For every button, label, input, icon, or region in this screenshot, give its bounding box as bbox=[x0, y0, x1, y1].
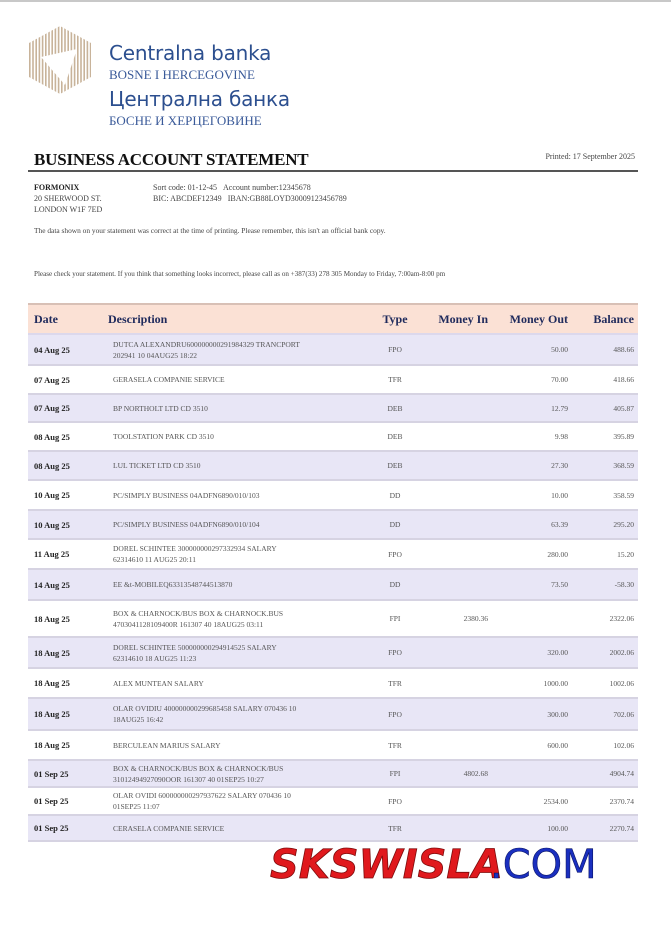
description-line-1: TOOLSTATION PARK CD 3510 bbox=[113, 432, 214, 441]
row-description bbox=[108, 740, 368, 751]
row-date: 01 Sep 25 bbox=[34, 768, 69, 779]
data-notice: The data shown on your statement was correct at the time of printing. Please remember, this isn't an official bank copy. bbox=[34, 226, 386, 235]
table-row bbox=[28, 511, 638, 540]
row-balance: 2370.74 bbox=[609, 796, 634, 806]
row-type: TFR bbox=[388, 740, 402, 750]
col-type: Type bbox=[382, 311, 408, 326]
row-type: FPO bbox=[388, 709, 402, 719]
row-description bbox=[108, 678, 368, 689]
row-money-out: 320.00 bbox=[547, 648, 568, 657]
row-description bbox=[108, 490, 368, 501]
row-balance: 395.89 bbox=[613, 432, 634, 441]
row-date: 18 Aug 25 bbox=[34, 613, 70, 624]
row-type: DD bbox=[389, 580, 401, 589]
col-description: Description bbox=[108, 311, 168, 326]
table-row bbox=[28, 570, 638, 601]
col-money-in: Money In bbox=[438, 311, 488, 326]
row-date: 18 Aug 25 bbox=[34, 709, 70, 719]
row-type: FPO bbox=[388, 549, 402, 559]
row-type: FPI bbox=[389, 614, 401, 623]
bank-name-cyrillic: Централна банка bbox=[109, 87, 290, 111]
description-line-1: BERCULEAN MARIUS SALARY bbox=[113, 740, 221, 750]
col-money-out: Money Out bbox=[509, 311, 568, 326]
row-date: 07 Aug 25 bbox=[34, 403, 70, 413]
row-money-out: 280.00 bbox=[547, 549, 568, 559]
row-money-out: 100.00 bbox=[547, 823, 568, 833]
row-money-out: 10.00 bbox=[551, 490, 568, 500]
row-type: FPO bbox=[388, 648, 402, 657]
row-date: 01 Sep 25 bbox=[34, 796, 69, 806]
row-description bbox=[108, 519, 368, 530]
description-line-1: EE &t-MOBILEQ63313548744513870 bbox=[113, 580, 233, 589]
row-type: DEB bbox=[387, 432, 403, 441]
row-type: TFR bbox=[388, 823, 402, 833]
table-row bbox=[28, 638, 638, 669]
table-row bbox=[28, 423, 638, 452]
account-details bbox=[153, 182, 353, 204]
row-balance: -58.30 bbox=[614, 580, 634, 589]
top-border bbox=[0, 0, 671, 2]
row-money-out: 2534.00 bbox=[543, 796, 568, 806]
sort-code: Sort code: 01-12-45 bbox=[153, 183, 217, 192]
row-balance: 488.66 bbox=[613, 345, 634, 354]
table-body bbox=[28, 335, 638, 842]
row-description bbox=[108, 374, 368, 385]
row-type: DD bbox=[389, 490, 401, 500]
bank-subtitle-cyrillic: БОСНЕ И ХЕРЦЕГОВИНЕ bbox=[109, 113, 262, 128]
row-balance: 2002.06 bbox=[609, 648, 634, 657]
description-line-2: 202941 10 04AUG25 18:22 bbox=[113, 350, 197, 360]
watermark-text-red: SKSWISLA bbox=[270, 842, 503, 888]
row-balance: 2322.06 bbox=[609, 614, 634, 623]
row-date: 01 Sep 25 bbox=[34, 823, 69, 833]
description-line-1: BOX & CHARNOCK/BUS BOX & CHARNOCK.BUS bbox=[113, 608, 284, 618]
row-description bbox=[108, 431, 368, 442]
description-line-1: ALEX MUNTEAN SALARY bbox=[113, 678, 204, 688]
row-date: 18 Aug 25 bbox=[34, 647, 70, 658]
description-line-1: PC/SIMPLY BUSINESS 04ADFN6890/010/104 bbox=[113, 520, 260, 529]
description-line-1: DOREL SCHINTEE 500000000294914525 SALARY bbox=[113, 642, 277, 652]
row-description bbox=[108, 703, 368, 725]
row-balance: 418.66 bbox=[613, 375, 634, 384]
col-balance: Balance bbox=[593, 311, 634, 326]
row-type: FPO bbox=[388, 345, 402, 354]
table-row bbox=[28, 699, 638, 731]
row-type: DEB bbox=[387, 461, 403, 470]
row-money-out: 12.79 bbox=[551, 403, 568, 413]
customer-address bbox=[34, 182, 102, 215]
row-money-in: 2380.36 bbox=[463, 614, 488, 623]
table-row bbox=[28, 731, 638, 761]
description-line-1: BOX & CHARNOCK/BUS BOX & CHARNOCK/BUS bbox=[113, 763, 284, 773]
row-date: 04 Aug 25 bbox=[34, 344, 70, 355]
row-description bbox=[108, 763, 368, 785]
row-money-out: 9.98 bbox=[554, 432, 568, 441]
row-type: DEB bbox=[387, 403, 403, 413]
description-line-2: 01SEP25 11:07 bbox=[113, 802, 160, 811]
row-description bbox=[108, 403, 368, 414]
bank-name-latin: Centralna banka bbox=[109, 41, 272, 65]
row-type: FPO bbox=[388, 796, 402, 806]
description-line-1: DOREL SCHINTEE 300000000297332934 SALARY bbox=[113, 544, 277, 553]
description-line-2: 62314610 18 AUG25 11:23 bbox=[113, 653, 197, 663]
bank-subtitle-latin: BOSNE I HERCEGOVINE bbox=[109, 67, 255, 82]
row-balance: 295.20 bbox=[613, 520, 634, 529]
row-balance: 702.06 bbox=[613, 709, 634, 719]
row-date: 07 Aug 25 bbox=[34, 374, 70, 385]
row-balance: 405.87 bbox=[613, 403, 634, 413]
description-line-1: BP NORTHOLT LTD CD 3510 bbox=[113, 403, 208, 413]
row-description bbox=[108, 790, 368, 812]
row-type: TFR bbox=[388, 375, 402, 384]
description-line-1: CERASELA COMPANIE SERVICE bbox=[113, 823, 225, 833]
check-notice: Please check your statement. If you think that something looks incorrect, please call as on +387(33) 278 305 Monday to Friday, 7:00am-8:00 pm bbox=[34, 270, 446, 278]
row-date: 11 Aug 25 bbox=[34, 549, 70, 559]
description-line-1: LUL TICKET LTD CD 3510 bbox=[113, 461, 201, 470]
col-date: Date bbox=[34, 311, 58, 326]
row-date: 18 Aug 25 bbox=[34, 740, 70, 750]
description-line-2: 62314610 11 AUG25 20:11 bbox=[113, 555, 196, 564]
row-money-out: 50.00 bbox=[551, 345, 568, 354]
address-line-2: LONDON W1F 7ED bbox=[34, 205, 103, 214]
table-row bbox=[28, 761, 638, 788]
description-line-1: PC/SIMPLY BUSINESS 04ADFN6890/010/103 bbox=[113, 490, 260, 500]
row-money-out: 1000.00 bbox=[543, 678, 568, 688]
description-line-2: 4703041128109400R 161307 40 18AUG25 03:11 bbox=[113, 619, 264, 629]
row-balance: 15.20 bbox=[617, 549, 634, 559]
row-description bbox=[108, 543, 368, 565]
table-row bbox=[28, 669, 638, 699]
row-description bbox=[108, 642, 368, 664]
description-line-2: 18AUG25 16:42 bbox=[113, 715, 164, 724]
row-description bbox=[108, 339, 368, 361]
row-date: 08 Aug 25 bbox=[34, 460, 70, 471]
address-line-1: 20 SHERWOOD ST. bbox=[34, 194, 102, 203]
table-header bbox=[28, 303, 638, 335]
table-row bbox=[28, 452, 638, 481]
row-money-out: 300.00 bbox=[547, 709, 568, 719]
row-balance: 368.59 bbox=[613, 461, 634, 470]
row-date: 08 Aug 25 bbox=[34, 431, 70, 442]
row-description bbox=[108, 460, 368, 471]
row-money-out: 73.50 bbox=[551, 580, 568, 589]
row-type: DD bbox=[389, 520, 401, 529]
table-row bbox=[28, 540, 638, 570]
row-balance: 102.06 bbox=[613, 740, 634, 750]
row-money-out: 70.00 bbox=[551, 375, 568, 384]
bank-header bbox=[109, 40, 290, 130]
row-balance: 2270.74 bbox=[609, 823, 634, 833]
row-money-out: 63.39 bbox=[551, 520, 568, 529]
row-balance: 4904.74 bbox=[609, 769, 634, 778]
row-date: 10 Aug 25 bbox=[34, 490, 70, 500]
bank-logo-icon bbox=[27, 25, 93, 95]
transactions-table bbox=[28, 303, 638, 842]
iban: IBAN:GB88LOYD30009123456789 bbox=[227, 194, 347, 203]
row-type: FPI bbox=[389, 769, 401, 778]
watermark-logo bbox=[268, 838, 630, 888]
row-date: 14 Aug 25 bbox=[34, 579, 70, 590]
table-row bbox=[28, 366, 638, 395]
row-money-out: 600.00 bbox=[547, 740, 568, 750]
description-line-1: OLAR OVIDIU 400000000299685458 SALARY 070436 10 bbox=[113, 704, 297, 713]
table-row bbox=[28, 481, 638, 511]
row-type: TFR bbox=[388, 678, 402, 688]
description-line-1: OLAR OVIDI 600000000297937622 SALARY 070436 10 bbox=[113, 791, 291, 800]
row-balance: 1002.06 bbox=[609, 678, 634, 688]
row-description bbox=[108, 579, 368, 590]
table-row bbox=[28, 395, 638, 423]
description-line-1: DUTCA ALEXANDRU600000000291984329 TRANCPORT bbox=[113, 339, 300, 349]
table-row bbox=[28, 601, 638, 638]
row-money-out: 27.30 bbox=[551, 461, 568, 470]
statement-title: BUSINESS ACCOUNT STATEMENT bbox=[34, 150, 309, 169]
row-date: 10 Aug 25 bbox=[34, 519, 70, 530]
account-number: Account number:12345678 bbox=[223, 183, 311, 192]
row-balance: 358.59 bbox=[613, 490, 634, 500]
description-line-2: 31012494927090OOR 161307 40 01SEP25 10:27 bbox=[113, 774, 264, 784]
row-description bbox=[108, 608, 368, 630]
row-date: 18 Aug 25 bbox=[34, 678, 70, 688]
company-name: FORMONIX bbox=[34, 183, 80, 192]
table-row bbox=[28, 335, 638, 366]
table-row bbox=[28, 788, 638, 816]
printed-date: Printed: 17 September 2025 bbox=[545, 152, 635, 161]
description-line-1: GERASELA COMPANIE SERVICE bbox=[113, 375, 225, 384]
row-description bbox=[108, 823, 368, 834]
watermark-text-blue: .COM bbox=[490, 842, 597, 888]
title-divider bbox=[28, 170, 638, 172]
bic: BIC: ABCDEF12349 bbox=[153, 194, 222, 203]
row-money-in: 4802.68 bbox=[463, 769, 488, 778]
